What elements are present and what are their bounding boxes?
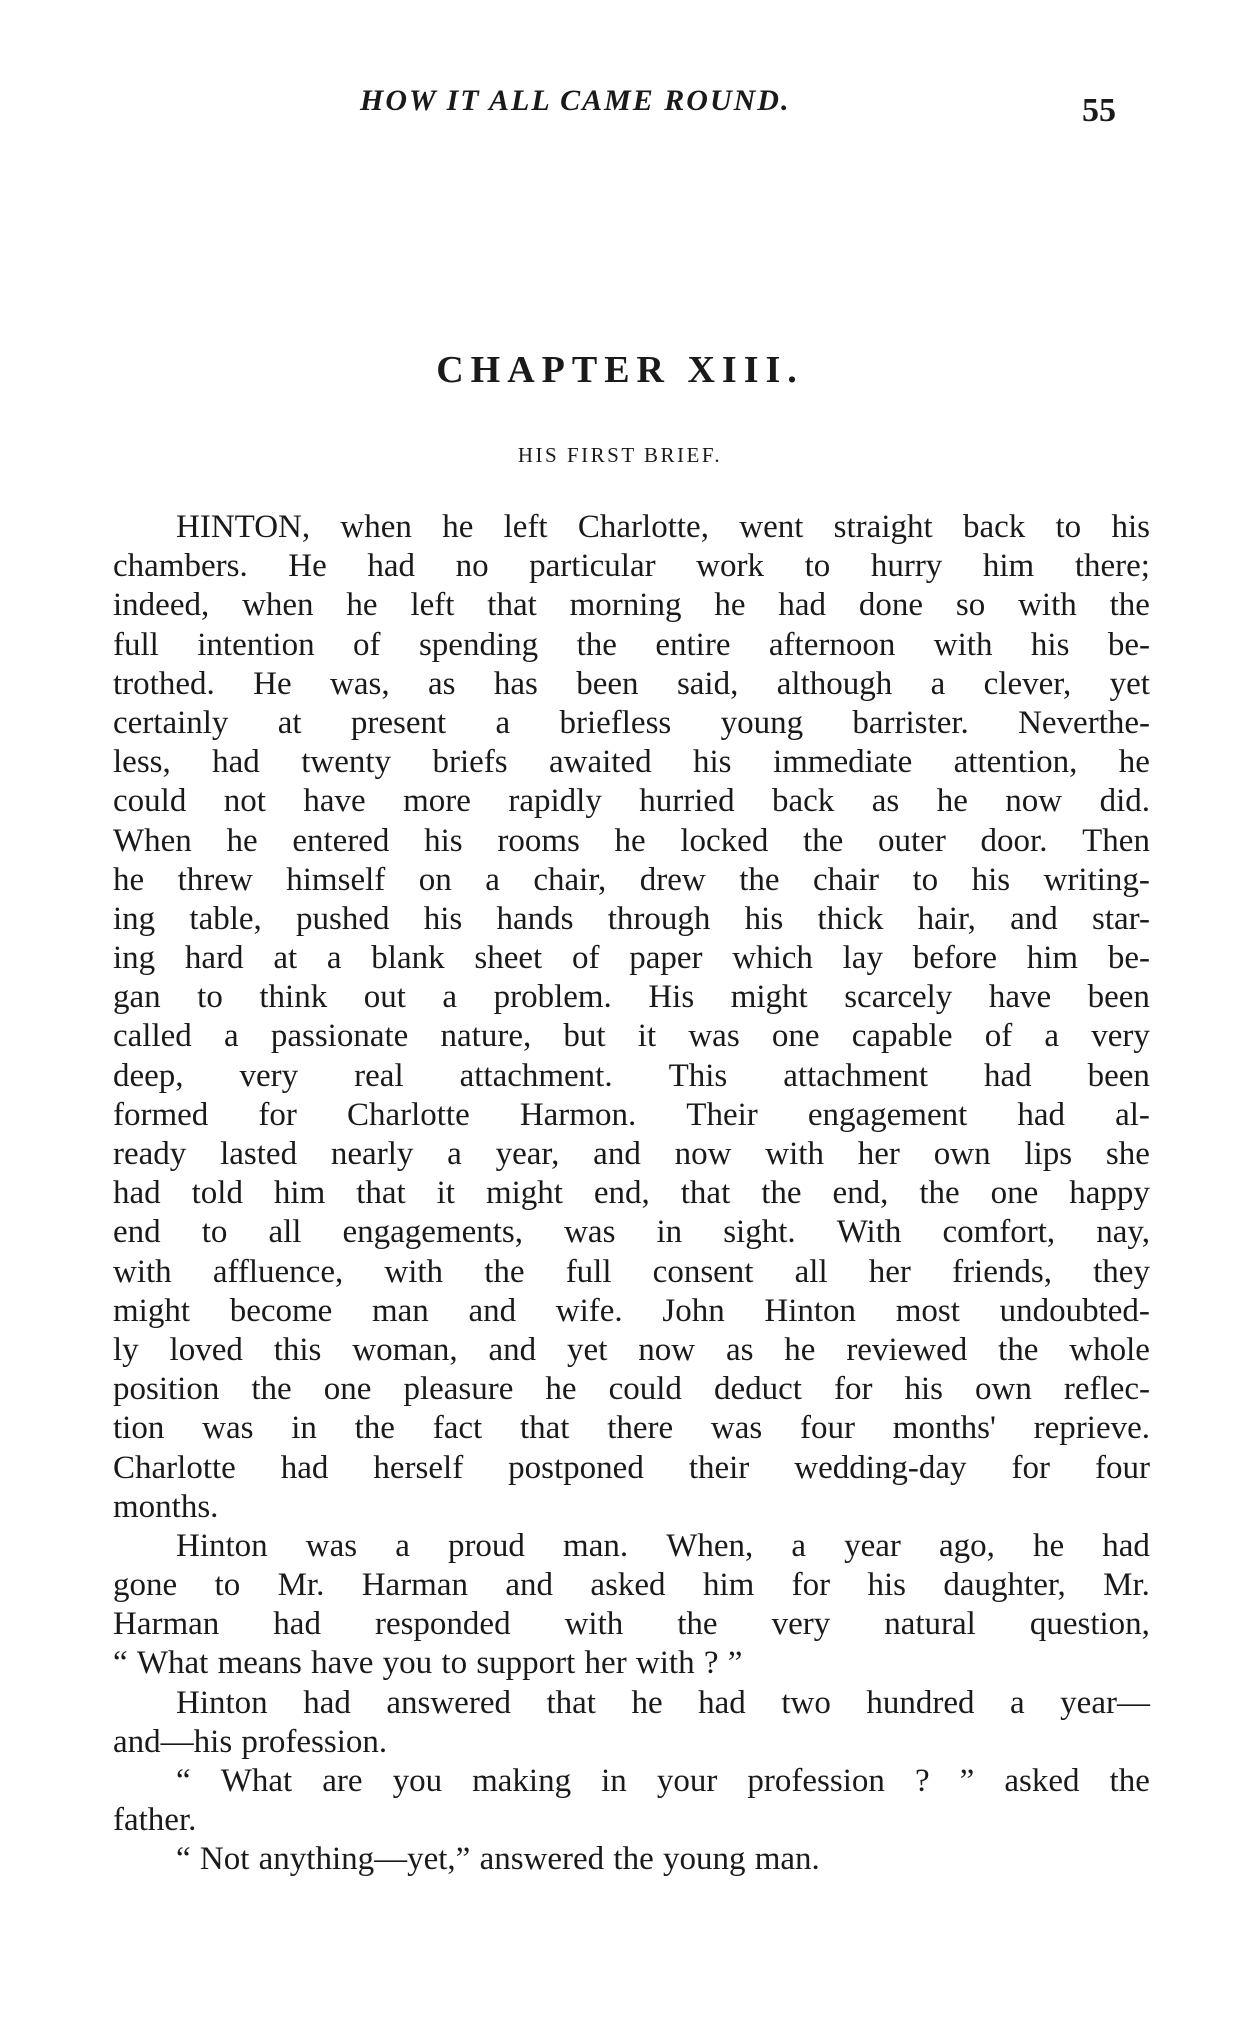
- text-line: father.: [113, 1802, 197, 1839]
- text-line: Harman had responded with the very natural question,: [113, 1606, 1150, 1643]
- text-line: tion was in the fact that there was four months' reprieve.: [113, 1410, 1150, 1447]
- page-number: 55: [1082, 92, 1116, 129]
- text-line: and—his profession.: [113, 1723, 388, 1760]
- text-line: trothed. He was, as has been said, although a clever, yet: [113, 665, 1150, 702]
- text-line: ready lasted nearly a year, and now with her own lips she: [113, 1136, 1150, 1172]
- body-text: [113, 508, 1150, 1880]
- text-line: ing hard at a blank sheet of paper which lay before him be-: [113, 940, 1150, 977]
- text-line: “ What are you making in your profession ? ” asked the: [176, 1763, 1150, 1799]
- text-line: Charlotte had herself postponed their wedding-day for four: [113, 1449, 1150, 1486]
- text-line: formed for Charlotte Harmon. Their engagement had al-: [113, 1096, 1150, 1133]
- text-line: chambers. He had no particular work to hurry him there;: [113, 548, 1150, 585]
- text-line: ing table, pushed his hands through his thick hair, and star-: [113, 900, 1150, 937]
- text-line: gone to Mr. Harman and asked him for his daughter, Mr.: [113, 1567, 1150, 1604]
- text-line: “ What means have you to support her with ? ”: [113, 1645, 743, 1682]
- text-line: HINTON, when he left Charlotte, went straight back to his: [176, 509, 1150, 545]
- text-line: Hinton had answered that he had two hundred a year—: [176, 1684, 1150, 1721]
- text-line: certainly at present a briefless young barrister. Neverthe-: [113, 704, 1150, 741]
- text-line: When he entered his rooms he locked the outer door. Then: [113, 822, 1150, 859]
- text-line: gan to think out a problem. His might scarcely have been: [113, 979, 1150, 1016]
- text-line: called a passionate nature, but it was one capable of a very: [113, 1018, 1150, 1055]
- text-line: less, had twenty briefs awaited his immediate attention, he: [113, 744, 1150, 781]
- text-line: could not have more rapidly hurried back as he now did.: [113, 783, 1150, 820]
- text-line: indeed, when he left that morning he had done so with the: [113, 587, 1150, 624]
- text-line: ly loved this woman, and yet now as he reviewed the whole: [113, 1331, 1150, 1368]
- text-line: deep, very real attachment. This attachment had been: [113, 1057, 1150, 1094]
- text-line: might become man and wife. John Hinton most undoubted-: [113, 1292, 1150, 1329]
- text-line: he threw himself on a chair, drew the chair to his writing-: [113, 861, 1150, 898]
- text-line: position the one pleasure he could deduct for his own reflec-: [113, 1371, 1150, 1408]
- text-line: full intention of spending the entire afternoon with his be-: [113, 626, 1150, 663]
- running-head: HOW IT ALL CAME ROUND.: [360, 84, 791, 117]
- text-line: had told him that it might end, that the end, the one happy: [113, 1175, 1150, 1212]
- text-line: “ Not anything—yet,” answered the young man.: [176, 1841, 820, 1878]
- chapter-title: CHAPTER XIII.: [436, 349, 804, 391]
- text-line: months.: [113, 1488, 219, 1525]
- text-line: end to all engagements, was in sight. With comfort, nay,: [113, 1214, 1150, 1251]
- chapter-subtitle: HIS FIRST BRIEF.: [517, 443, 723, 467]
- text-line: with affluence, with the full consent all her friends, they: [113, 1253, 1150, 1290]
- text-line: Hinton was a proud man. When, a year ago, he had: [176, 1527, 1150, 1564]
